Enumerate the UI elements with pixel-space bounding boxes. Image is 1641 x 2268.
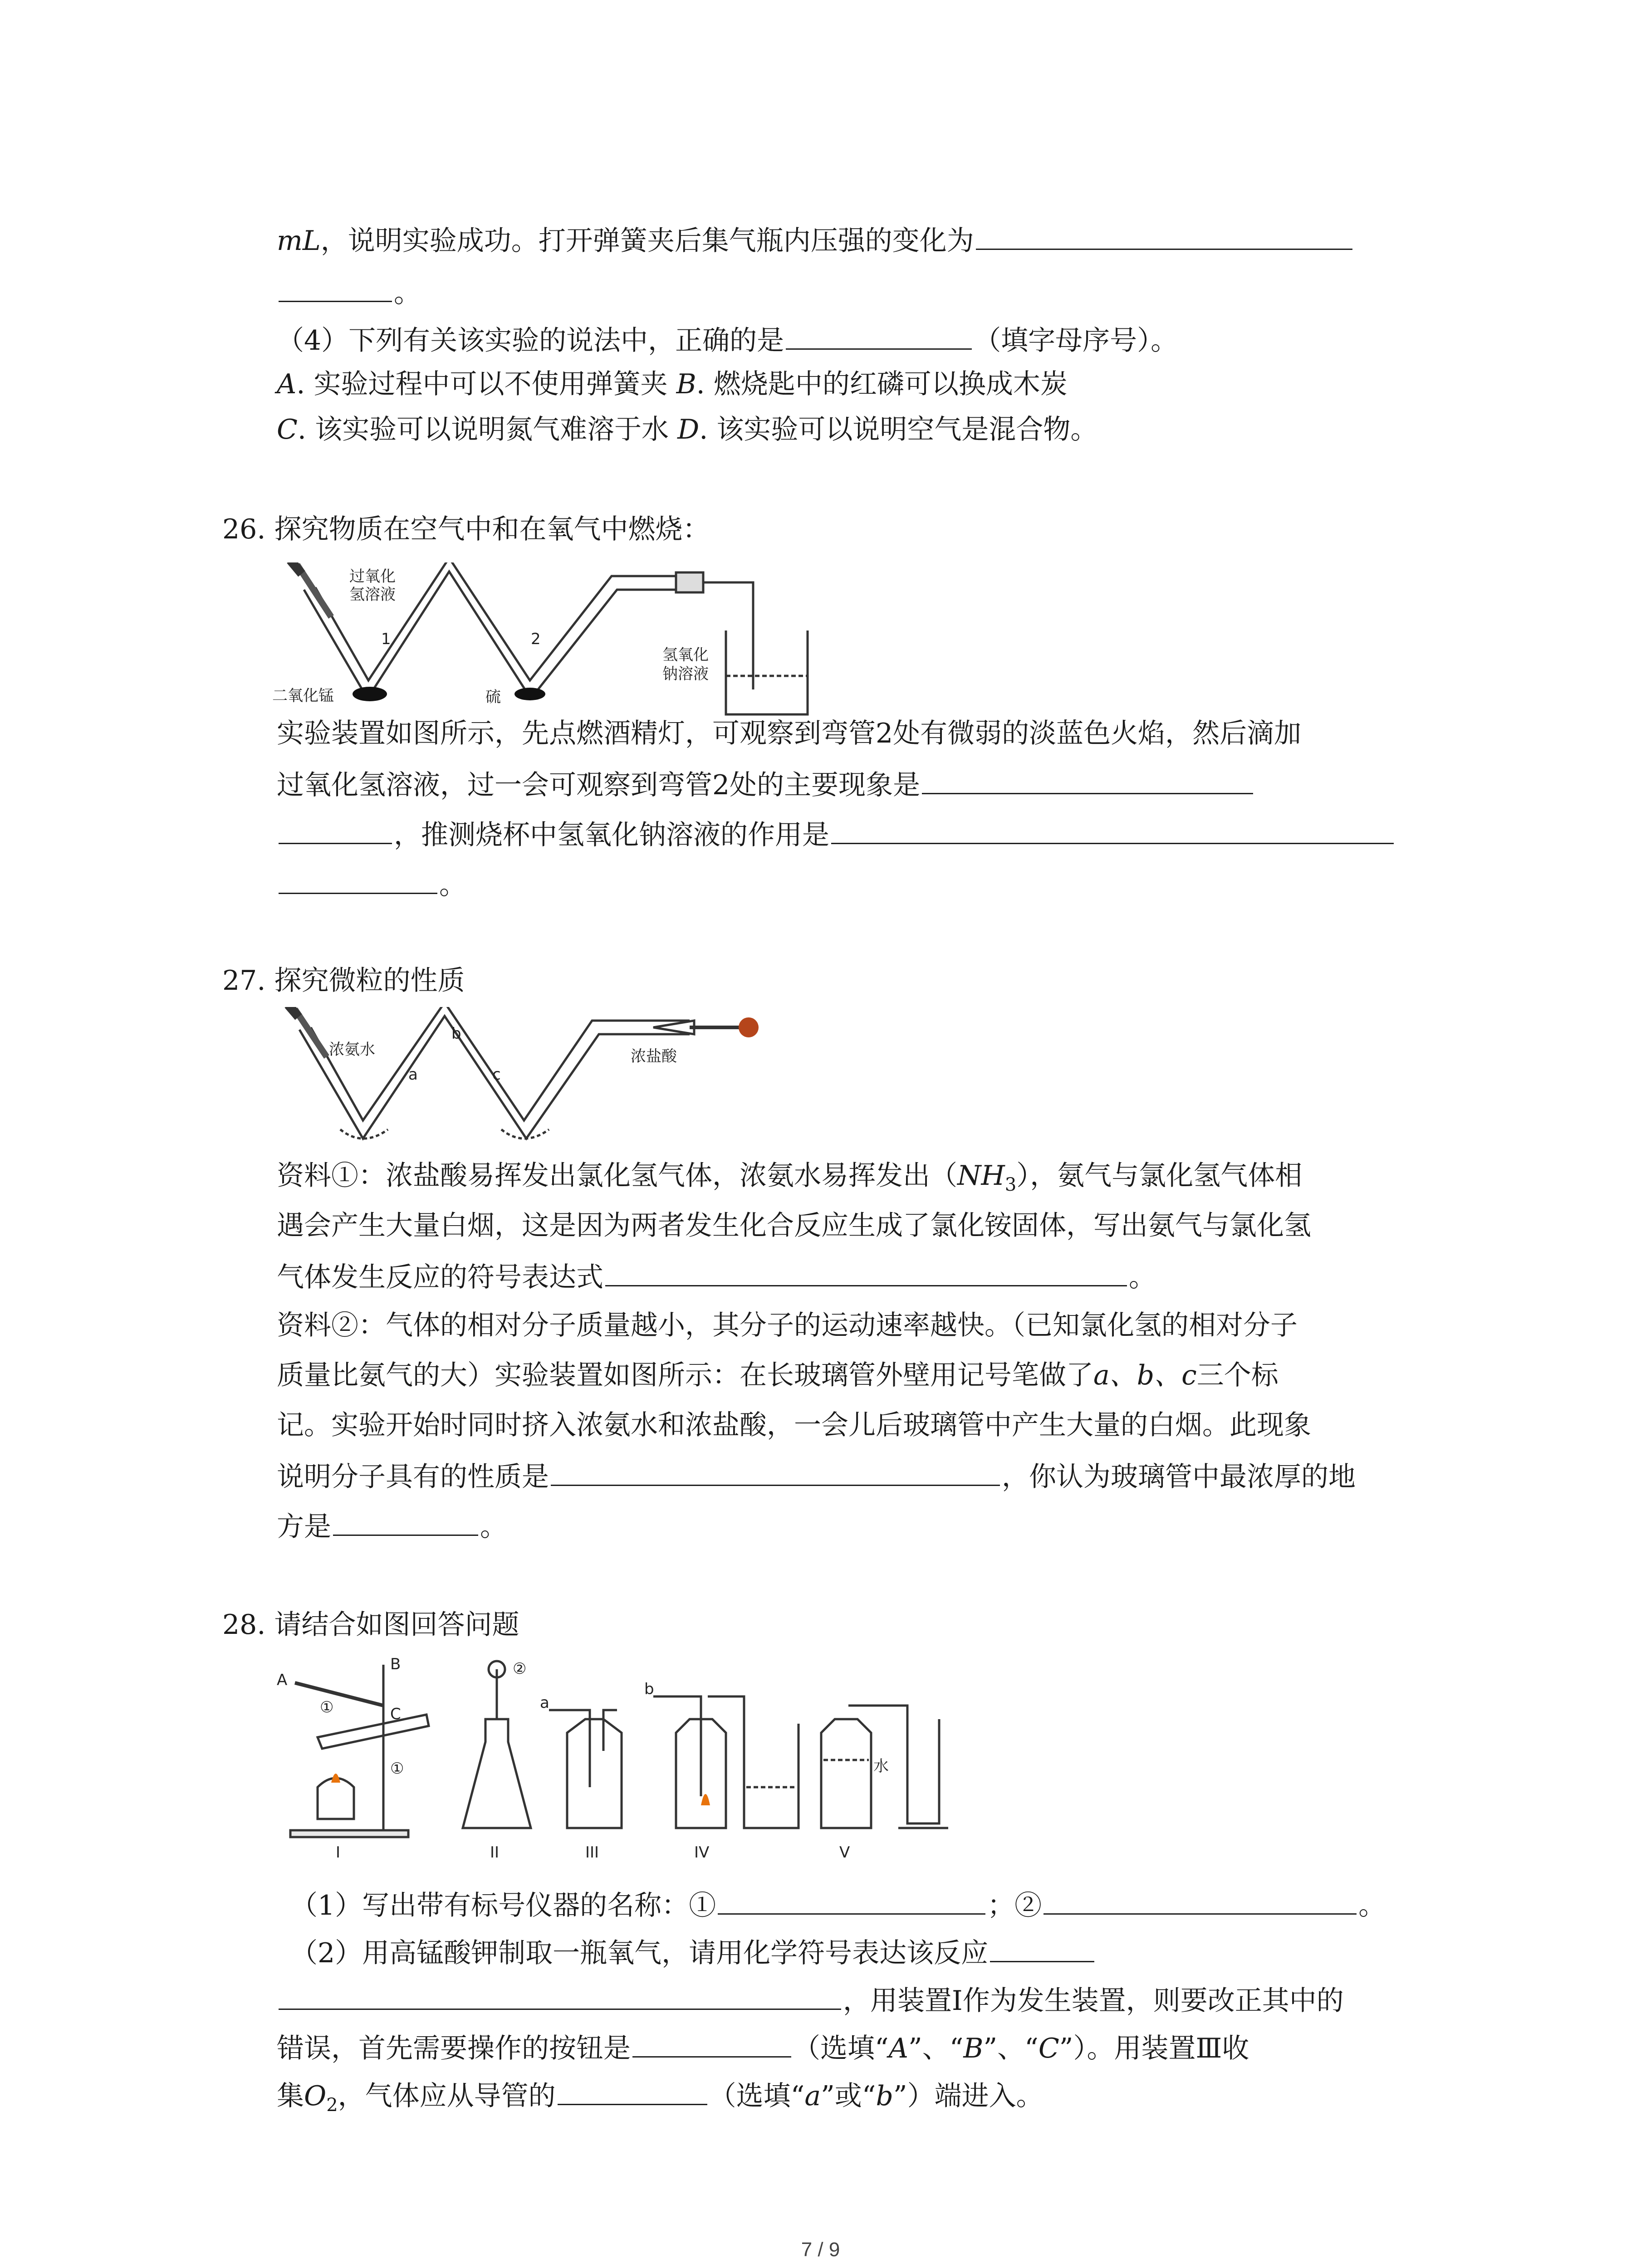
q27-line-5: 质量比氨气的大）实验装置如图所示：在长玻璃管外壁用记号笔做了a、b、c三个标 bbox=[277, 1359, 1279, 1391]
q28-line-1: （1）写出带有标号仪器的名称：① ；② 。 bbox=[290, 1887, 1386, 1922]
q25-line-3: （4）下列有关该实验的说法中，正确的是 （填字母序号）。 bbox=[277, 322, 1178, 357]
svg-text:2: 2 bbox=[531, 630, 541, 648]
svg-text:a: a bbox=[408, 1066, 418, 1084]
q26-line-1: 实验装置如图所示，先点燃酒精灯，可观察到弯管2处有微弱的淡蓝色火焰，然后滴加 bbox=[277, 718, 1302, 749]
svg-text:浓盐酸: 浓盐酸 bbox=[631, 1047, 677, 1066]
svg-text:b: b bbox=[451, 1025, 461, 1043]
answer-blank[interactable] bbox=[279, 866, 437, 894]
lab-apparatus-diagram bbox=[277, 1651, 1003, 1864]
q27-figure bbox=[272, 1007, 798, 1154]
combustion-apparatus-diagram bbox=[272, 562, 844, 717]
svg-text:①: ① bbox=[390, 1760, 404, 1778]
svg-text:浓氨水: 浓氨水 bbox=[329, 1041, 375, 1059]
svg-text:B: B bbox=[390, 1655, 401, 1673]
candle-flame bbox=[701, 1794, 710, 1805]
q28-line-3: ，用装置Ⅰ作为发生装置，则要改正其中的 bbox=[277, 1982, 1344, 2018]
sulfur-sample bbox=[514, 688, 545, 700]
svg-text:b: b bbox=[644, 1680, 654, 1698]
answer-blank[interactable] bbox=[605, 1259, 1127, 1286]
answer-blank[interactable] bbox=[718, 1887, 985, 1915]
q28-line-4: 错误，首先需要操作的按钮是 （选填“A”、“B”、“C”）。用装置Ⅲ收 bbox=[277, 2030, 1249, 2065]
q25-line-2: 。 bbox=[277, 274, 421, 310]
q28-line-2: （2）用高锰酸钾制取一瓶氧气，请用化学符号表达该反应 bbox=[290, 1935, 1096, 1970]
q27-line-4: 资料②：气体的相对分子质量越小，其分子的运动速率越快。（已知氯化氢的相对分子 bbox=[277, 1310, 1298, 1341]
page-number: 7 / 9 bbox=[801, 2239, 840, 2261]
q27-line-1: 资料①：浓盐酸易挥发出氯化氢气体，浓氨水易挥发出$(NH_3)$，氨气与氯化氢气体相 bbox=[277, 1160, 1303, 1195]
svg-text:①: ① bbox=[320, 1698, 334, 1716]
q26-line-2: 过氧化氢溶液，过一会可观察到弯管2处的主要现象是 bbox=[277, 767, 1255, 802]
hcl-dropper-bulb bbox=[739, 1017, 759, 1037]
answer-blank[interactable] bbox=[558, 2077, 707, 2105]
answer-blank[interactable] bbox=[831, 816, 1394, 844]
q27-title: 27. 探究微粒的性质 bbox=[222, 965, 465, 997]
svg-text:C: C bbox=[390, 1705, 401, 1723]
q28-figure bbox=[277, 1651, 1003, 1866]
q26-line-4: 。 bbox=[277, 866, 466, 902]
svg-text:硫: 硫 bbox=[485, 688, 501, 706]
answer-blank[interactable] bbox=[1043, 1887, 1357, 1915]
q27-line-7: 说明分子具有的性质是 ，你认为玻璃管中最浓厚的地 bbox=[277, 1458, 1356, 1494]
answer-blank[interactable] bbox=[976, 222, 1352, 250]
svg-text:1: 1 bbox=[381, 630, 391, 648]
svg-text:水: 水 bbox=[873, 1757, 889, 1775]
answer-blank[interactable] bbox=[333, 1508, 478, 1536]
q25-options-cd: C. 该实验可以说明氮气难溶于水 D. 该实验可以说明空气是混合物。 bbox=[277, 414, 1098, 445]
q25-options-ab: A. 实验过程中可以不使用弹簧夹 B. 燃烧匙中的红磷可以换成木炭 bbox=[277, 368, 1068, 400]
answer-blank[interactable] bbox=[279, 274, 392, 302]
q27-line-3: 气体发生反应的符号表达式 。 bbox=[277, 1259, 1156, 1294]
svg-text:氢氧化: 氢氧化 bbox=[662, 646, 709, 664]
svg-text:c: c bbox=[492, 1066, 501, 1084]
q28-title: 28. 请结合如图回答问题 bbox=[222, 1609, 519, 1641]
svg-text:a: a bbox=[540, 1694, 549, 1712]
answer-blank[interactable] bbox=[632, 2030, 791, 2058]
q27-line-2: 遇会产生大量白烟，这是因为两者发生化合反应生成了氯化铵固体，写出氨气与氯化氢 bbox=[277, 1210, 1311, 1242]
mno2-sample bbox=[353, 687, 387, 701]
q26-figure bbox=[272, 562, 844, 719]
answer-blank[interactable] bbox=[279, 816, 392, 844]
svg-text:I: I bbox=[336, 1843, 341, 1862]
svg-text:A: A bbox=[277, 1671, 288, 1689]
svg-text:氢溶液: 氢溶液 bbox=[349, 586, 396, 604]
q28-line-5: 集$O_2$，气体应从导管的 （选填“a”或“b”）端进入。 bbox=[277, 2077, 1043, 2122]
svg-text:II: II bbox=[490, 1843, 500, 1862]
answer-blank[interactable] bbox=[990, 1935, 1094, 1962]
svg-text:②: ② bbox=[513, 1660, 527, 1678]
answer-blank[interactable] bbox=[279, 1982, 841, 2010]
q26-line-3: ，推测烧杯中氢氧化钠溶液的作用是 bbox=[277, 816, 1396, 852]
q25-line-1: mL，说明实验成功。打开弹簧夹后集气瓶内压强的变化为 bbox=[277, 222, 1354, 258]
answer-blank[interactable] bbox=[786, 322, 972, 350]
q27-line-8: 方是 。 bbox=[277, 1508, 507, 1544]
svg-text:IV: IV bbox=[694, 1843, 710, 1862]
q26-title: 26. 探究物质在空气中和在氧气中燃烧： bbox=[222, 513, 710, 545]
q27-line-6: 记。实验开始时同时挤入浓氨水和浓盐酸，一会儿后玻璃管中产生大量的白烟。此现象 bbox=[277, 1409, 1311, 1441]
svg-text:过氧化: 过氧化 bbox=[349, 567, 396, 586]
svg-text:钠溶液: 钠溶液 bbox=[662, 665, 709, 683]
svg-text:V: V bbox=[839, 1843, 850, 1862]
svg-text:二氧化锰: 二氧化锰 bbox=[272, 687, 334, 705]
answer-blank[interactable] bbox=[922, 767, 1253, 794]
answer-blank[interactable] bbox=[551, 1458, 1000, 1486]
molecule-diffusion-diagram bbox=[272, 1007, 798, 1152]
svg-text:III: III bbox=[585, 1843, 599, 1862]
lamp-flame bbox=[331, 1774, 340, 1783]
